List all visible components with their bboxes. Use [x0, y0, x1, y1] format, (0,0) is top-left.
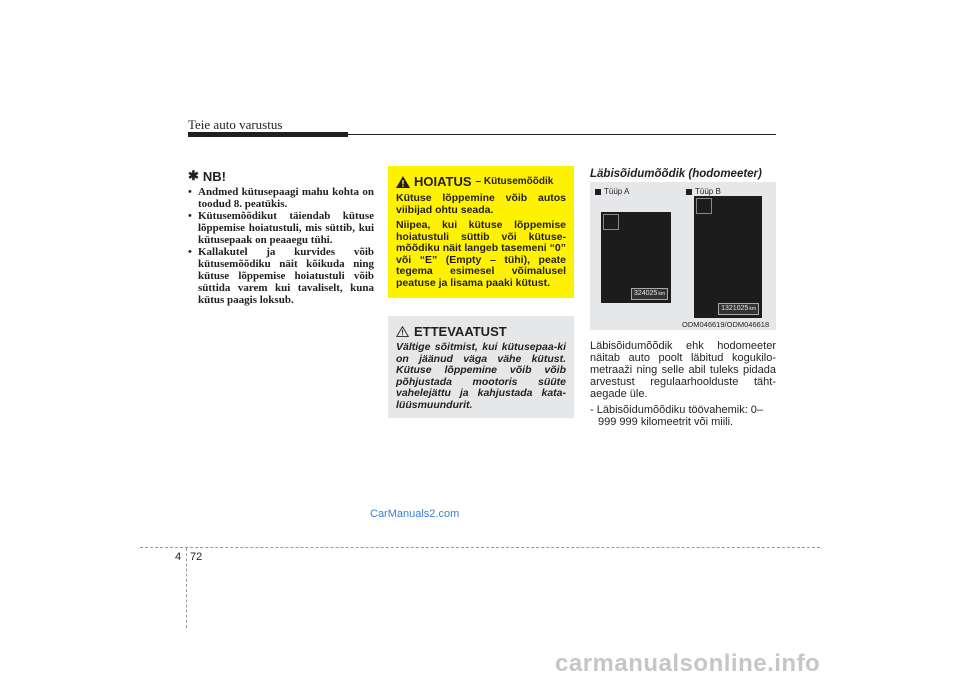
type-b-label-text: Tüüp B	[695, 187, 721, 196]
header-bar	[188, 132, 348, 137]
warning-box	[388, 166, 574, 298]
odometer-description: Läbisõidumõõdik ehk hodomeeter näitab auto poolt läbitud kogukilo-metraaži ning selle abil tuleks pidada arvestust regulaarhoolduste täht-aegade üle.	[590, 340, 776, 400]
type-b-display	[694, 196, 762, 318]
type-b-value: 1321025	[721, 305, 749, 312]
unit-label: km	[658, 291, 665, 297]
unit-label: km	[749, 306, 756, 312]
warning-paragraph: Niipea, kui kütuse lõppemise hoiatustuli süttib või kütuse-mõõdiku näit langeb tasemeni “0” või “E” (Empty – tühi), peate tegema esimesel võimalusel peatuse ja lisama paaki kütust.	[396, 219, 566, 289]
type-a-label	[595, 187, 629, 196]
asterisk-icon: ✱	[188, 168, 199, 183]
chapter-number: 4	[175, 551, 182, 563]
page-header-title: Teie auto varustus	[188, 117, 283, 132]
warning-header	[396, 174, 566, 189]
figure-code: ODM046619/ODM046618	[682, 320, 770, 329]
odometer-text	[590, 340, 776, 428]
nb-item: • Kütusemõõdikut täiendab kütuse lõppemise hoiatustuli, mis süttib, kui kütusepaak on peaaegu tühi.	[188, 210, 374, 246]
caution-box	[388, 316, 574, 418]
odometer-figure	[590, 182, 776, 330]
bullet-square-icon	[686, 189, 692, 195]
page-number: 72	[190, 551, 203, 563]
footer-vertical-rule	[186, 548, 187, 628]
warning-subtitle: – Kütusemõõdik	[475, 176, 554, 187]
odometer-range: - Läbisõidumõõdiku töövahemik: 0–999 999 kilomeetrit või miili.	[590, 404, 764, 428]
display-corner-icon	[696, 198, 712, 214]
nb-note	[188, 168, 374, 306]
caution-triangle-icon	[396, 326, 409, 337]
type-a-display	[601, 212, 671, 303]
caution-title: ETTEVAATUST	[414, 324, 507, 339]
type-a-value: 324025	[633, 290, 658, 297]
nb-title	[188, 168, 374, 184]
nb-item: • Kallakutel ja kurvides võib kütusemõõdiku näit kõikuda ning kütuse lõppemise hoiatustuli võib süttida varem kui tavaliselt, kuna kütus paagis loksub.	[188, 246, 374, 306]
site-watermark: carmanualsonline.info	[555, 650, 821, 677]
display-corner-icon	[603, 214, 619, 230]
warning-title: HOIATUS	[414, 174, 472, 189]
caution-header	[396, 324, 566, 339]
bullet-square-icon	[595, 189, 601, 195]
warning-triangle-icon	[396, 176, 410, 188]
watermark-link[interactable]: CarManuals2.com	[370, 508, 460, 520]
type-a-label-text: Tüüp A	[604, 187, 630, 196]
nb-list	[188, 186, 374, 306]
type-b-label	[686, 187, 721, 196]
footer-rule	[140, 547, 820, 548]
warning-paragraph: Kütuse lõppemine võib autos viibijad ohtu seada.	[396, 192, 566, 216]
nb-title-text: NB!	[202, 168, 227, 184]
nb-item: • Andmed kütusepaagi mahu kohta on toodud 8. peatükis.	[188, 186, 374, 210]
type-a-odometer-readout	[631, 288, 668, 300]
type-b-odometer-readout	[718, 303, 759, 315]
odometer-heading: Läbisõidumõõdik (hodomeeter)	[590, 168, 762, 180]
caution-text: Vältige sõitmist, kui kütusepaa-ki on jäänud väga vähe kütust. Kütuse lõppemine võib võib põhjustada mootoris süüte vahelejättu ja kahjustada kata-lüüsmuundurit.	[396, 341, 566, 411]
header-rule	[348, 134, 776, 135]
